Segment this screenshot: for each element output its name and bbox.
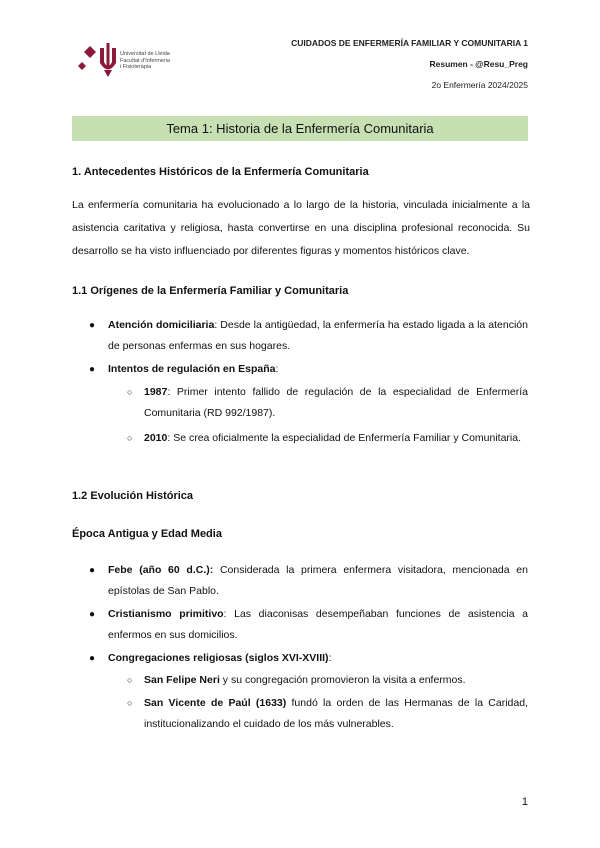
bullet-icon: ● xyxy=(89,609,96,620)
bullet-icon: ● xyxy=(89,364,96,375)
sub-bullet-icon: ○ xyxy=(127,675,133,685)
subsection-heading: Época Antigua y Edad Media xyxy=(72,528,222,540)
list-item: 1987: Primer intento fallido de regulación de la especialidad de Enfermería Comunitaria (RD 992/1987). xyxy=(144,386,528,419)
list-item: 2010: Se crea oficialmente la especialidad de Enfermería Familiar y Comunitaria. xyxy=(144,432,522,444)
list-item: Intentos de regulación en España: xyxy=(108,363,279,375)
list-item: San Felipe Neri y su congregación promovieron la visita a enfermos. xyxy=(144,674,466,686)
bullet-icon: ● xyxy=(89,653,96,664)
bullet-icon: ● xyxy=(89,320,96,331)
title-banner: Tema 1: Historia de la Enfermería Comunitaria xyxy=(72,116,528,141)
section-heading: 1.2 Evolución Histórica xyxy=(72,490,194,502)
page-number: 1 xyxy=(521,796,528,808)
logo-line: Universitat de Lleida xyxy=(120,51,170,57)
logo-line: Facultat d'Infermeria xyxy=(120,57,170,64)
list-item: Febe (año 60 d.C.): Considerada la primera enfermera visitadora, mencionada en epístolas de San Pablo. xyxy=(108,564,528,597)
header-year: 2o Enfermería 2024/2025 xyxy=(431,80,528,90)
sub-bullet-icon: ○ xyxy=(127,698,133,708)
section-heading: 1. Antecedentes Históricos de la Enfermería Comunitaria xyxy=(72,166,369,178)
list-item: Congregaciones religiosas (siglos XVI-XVIII): xyxy=(108,652,332,664)
intro-paragraph: La enfermería comunitaria ha evolucionado a lo largo de la historia, vinculada inicialmente a la asistencia caritativa y religiosa, hasta convertirse en una disciplina profesional reconocida. Su desarrollo se ha visto influenciado por diferentes figuras y momentos históricos clave. xyxy=(72,199,530,257)
list-item: Cristianismo primitivo: Las diaconisas desempeñaban funciones de asistencia a enfermos en sus domicilios. xyxy=(108,608,528,641)
list-item: San Vicente de Paúl (1633) fundó la orden de las Hermanas de la Caridad, institucionalizando el cuidado de los más vulnerables. xyxy=(144,697,528,730)
section-heading: 1.1 Orígenes de la Enfermería Familiar y Comunitaria xyxy=(72,285,349,297)
logo-text xyxy=(120,51,180,71)
sub-bullet-icon: ○ xyxy=(127,387,133,397)
bullet-icon: ● xyxy=(89,565,96,576)
header-summary: Resumen - @Resu_Preg xyxy=(429,59,528,69)
logo-line: i Fisioteràpia xyxy=(120,64,152,70)
header-course: CUIDADOS DE ENFERMERÍA FAMILIAR Y COMUNITARIA 1 xyxy=(291,38,528,48)
sub-bullet-icon: ○ xyxy=(127,433,133,443)
list-item: Atención domiciliaria: Desde la antigüedad, la enfermería ha estado ligada a la atención de personas enfermas en sus hogares. xyxy=(108,319,528,352)
